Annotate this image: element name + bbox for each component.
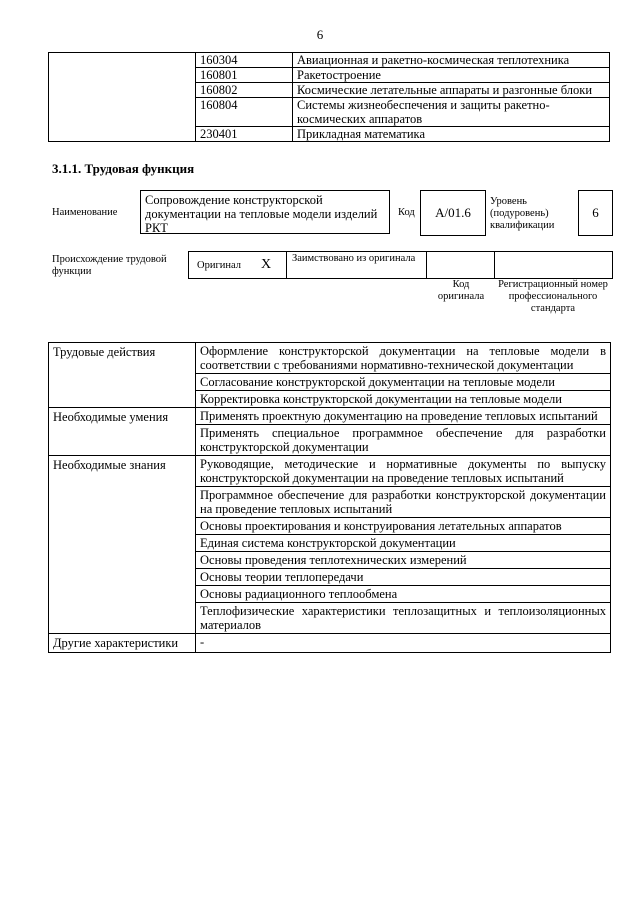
name-label: Наименование <box>52 207 118 218</box>
table-cell: Руководящие, методические и нормативные документы по выпуску конструкторской документации на проведение тепловых испытаний <box>196 456 611 487</box>
table-cell: Единая система конструкторской документации <box>196 535 611 552</box>
origin-box <box>188 251 613 279</box>
code-cell: 160802 <box>196 83 293 98</box>
page-number: 6 <box>316 27 324 42</box>
table-cell: Основы проведения теплотехнических измерений <box>196 552 611 569</box>
name-cell: Системы жизнеобеспечения и защиты ракетно-космических аппаратов <box>293 98 610 127</box>
table-row <box>49 53 610 68</box>
level-label: Уровень (подуровень) квалификации <box>490 196 555 231</box>
code-label: Код <box>398 207 415 218</box>
table-cell: Основы радиационного теплообмена <box>196 586 611 603</box>
code-cell: 160804 <box>196 98 293 127</box>
divider <box>286 252 287 278</box>
table-cell: Теплофизические характеристики теплозащитных и теплоизоляционных материалов <box>196 603 611 634</box>
table-cell: Основы теории теплопередачи <box>196 569 611 586</box>
labor-actions-label: Трудовые действия <box>49 343 196 408</box>
table-cell: Основы проектирования и конструирования летательных аппаратов <box>196 518 611 535</box>
table-cell: Применять проектную документацию на проведение тепловых испытаний <box>196 408 611 425</box>
table-cell: Корректировка конструкторской документации на тепловые модели <box>196 391 611 408</box>
table-row <box>49 634 611 653</box>
name-cell: Авиационная и ракетно-космическая теплотехника <box>293 53 610 68</box>
borrowed-label: Заимствовано из оригинала <box>292 253 416 264</box>
other-label: Другие характеристики <box>49 634 196 653</box>
level-box: 6 <box>578 190 613 236</box>
table-row <box>49 456 611 487</box>
reg-number-caption: Регистрационный номер профессионального стандарта <box>498 279 608 314</box>
function-details-table <box>48 342 611 653</box>
divider <box>426 252 427 278</box>
empty-cell <box>49 53 196 142</box>
origin-label: Происхождение трудовой функции <box>52 254 167 277</box>
name-cell: Ракетостроение <box>293 68 610 83</box>
table-cell: Согласование конструкторской документации на тепловые модели <box>196 374 611 391</box>
table-cell: Оформление конструкторской документации на тепловые модели в соответствии с требованиями нормативно-технической документации <box>196 343 611 374</box>
section-title: 3.1.1. Трудовая функция <box>52 161 195 176</box>
function-code-box: А/01.6 <box>420 190 486 236</box>
skills-label: Необходимые умения <box>49 408 196 456</box>
knowledge-label: Необходимые знания <box>49 456 196 634</box>
divider <box>494 252 495 278</box>
code-cell: 160304 <box>196 53 293 68</box>
function-name-box: Сопровождение конструкторской документации на тепловые модели изделий РКТ <box>140 190 390 234</box>
name-cell: Космические летательные аппараты и разгонные блоки <box>293 83 610 98</box>
original-mark: X <box>261 257 272 272</box>
code-original-caption: Код оригинала <box>437 279 485 302</box>
table-row <box>49 408 611 425</box>
table-cell: Применять специальное программное обеспечение для разработки конструкторской документации <box>196 425 611 456</box>
code-cell: 160801 <box>196 68 293 83</box>
table-cell: Программное обеспечение для разработки конструкторской документации на проведение тепловых испытаний <box>196 487 611 518</box>
original-label: Оригинал <box>197 260 241 271</box>
table-cell: - <box>196 634 611 653</box>
code-cell: 230401 <box>196 127 293 142</box>
table-row <box>49 343 611 374</box>
specialty-codes-table <box>48 52 610 142</box>
name-cell: Прикладная математика <box>293 127 610 142</box>
